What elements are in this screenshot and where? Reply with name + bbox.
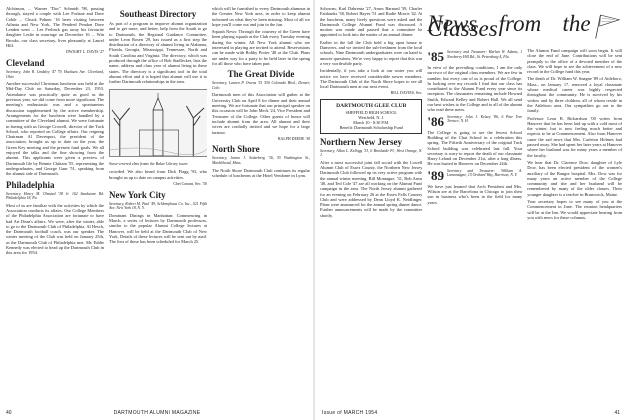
class-header	[427, 50, 522, 63]
class-notes-body: The College is going to see the fewest School Building of the Chat School in a celebration this spring. The Fiftieth Anniversary of the original Tuck School building was celebrated last fall. Your secretary is sorry to report the death of our classmate Harry Leland on December 21st, after a long illness. He was buried in Hanover on December 24th.	[427, 129, 523, 167]
class-year: '86	[427, 114, 445, 128]
section-body: Another successful Christmas luncheon was held at the Mid-Day Club on Saturday, December 23, 1953. Attendance was practically quite as good as the previous year, we did come from more significant. The meeting's enthusiastic was and a spontaneous discussion supplemented by the active membership. Arrangements for the luncheon were handled by a committee of the Cleveland alumni. We were fortunate in having with us George Crowell, director of the Tuck School, who reported on College affairs. Our reigning Chairman Al Davenport, the president of the association, brought us up to date on the year, the Green Key meeting and the present fund goals. We all enjoyed the talks and the fine showing from the alumni. This applicants were given a preview of Dartmouth life by Rennie Chittam '55, representing the undergraduates, and George Gaur '51, speaking from the alumni side of Dartmouth.	[6, 81, 104, 177]
section-heading-cleveland: Cleveland	[6, 57, 45, 68]
class-notes-subcolumn	[427, 48, 522, 222]
sketch-caption: Snow-covered elms frame the Baker Library tower.	[109, 161, 189, 166]
class-header	[427, 115, 522, 128]
section-secretary: Secretary, Lauren P. Owens '51 550 Colorado Blvd., Denver, Colo.	[212, 81, 310, 90]
section-heading-northern-new-jersey: Northern New Jersey	[320, 136, 402, 147]
right-column-2	[427, 6, 622, 404]
paragraph: Incidentally, if you take a look at our roster you will notice we have received considerable newer members. The Dartmouth Club of the North Shore hopes to see all local Dartmouth men at our next event.	[320, 68, 423, 90]
section-secretary: Secretary, Henry M. Olmsted '38 Jr. 162 Sandstone Rd. Philadelphia 18, Pa.	[6, 191, 104, 201]
intro-paragraph: Schowns, Karl Dabrentz '27, Amos Barnard '39, Charles Fairbanks '38, Robert Hayes '51 and Rudie Morris '42. At the luncheon, many lively questions were asked and the Dartmouth College Alumni Fund was discussed. A motion was made and passed that a committee be appointed to look into the matter of an annual dinner.	[320, 6, 423, 38]
class-notes-body: In view of the prevailing conditions, I am the only survivor of the original class members. We are few in number, but every one of us is proud of the College. In looking over my records I find that our class has contributed to the Alumni Fund every year since its inception. The classmates remaining include Howard Smith, Edward Kelley and Robert Hall. We all send our best wishes to the College and to all of the alumni who read these notes.	[427, 65, 523, 113]
right-column-1	[320, 6, 422, 404]
page-footer-right: Issue of MARCH 1954	[322, 410, 378, 416]
class-notes-body: We have just learned that Arch President and Mrs. Wilson are at the Barcelona in Chicago to join their son in business who's been in the field for many years.	[427, 183, 523, 205]
paragraph: The Alumni Fund campaign will soon begin. It will close the end of June. Contributions will be sent promptly to the office of a devoted member of the class. We will hope to see the achievement of a new record in the College fund this year.	[527, 48, 622, 75]
intro-paragraph: Alchinson, ... Warner "Doc" Schmidt '98, passing through, stayed a couple with Lee Forlane and Dave Coble ... Chuck Palmer '16 been visiting between Atlanta and New York. The Pendred Pendon Dave Lenden went ... Les Frelinck gas away his favourite daughter Leslie in marriage on December 16 ... Win Brooks, our class secretary, lives pleasantly at Laurel Hill.	[6, 6, 104, 49]
announcement-line: Benefit: Dartmouth Scholarship Fund	[339, 124, 403, 130]
signature: BILL DAVIES, Sec.	[390, 91, 423, 96]
page-gutter	[313, 0, 315, 420]
glee-club-announcement-box	[320, 99, 422, 134]
page-number-right: 41	[614, 410, 620, 416]
paragraph: Your secretary hopes to see many of you at the Commencement in June. The reunion headquarters will be at the Inn. We would appreciate hearing from you with news for these columns.	[527, 199, 622, 220]
announcement-line: SHEFFIELD HIGH SCHOOL	[345, 109, 397, 115]
section-secretary: Secretary, Allan L. Kellogg '33, 6 Brookside Pl., West Orange, N. J.	[320, 148, 423, 158]
intro-paragraph: which will be furnished to every Dartmouth alumnus in the Greater New York area, in order to keep alumni informed on what they've been missing. Most of all we hope you'll come out and join in the fun.	[212, 6, 310, 27]
pennant-decoration-icon	[591, 8, 622, 44]
right-page-columns	[320, 6, 622, 404]
class-notes-subcolumn	[527, 48, 622, 222]
paragraph: We hear that Dr. Clarence Dow, daughter of Lyle Dow, has been elected president of the women's auxiliary of the Bangor hospital. Mrs. Dow was for many years an active member of the College community and she and her husband will be remembered by many of the older classes. Their younger daughter is a teacher in Brunswick, Maine.	[527, 159, 622, 197]
section-body: Dartmouth men of this Association will gather at the University Club on April 8 for dinner and their annual meeting. We are fortunate that our principal speaker on this occasion will be John Meck '24, Vice President and Treasurer of the College. Other guests of honor will include alumni from the area. All alumni and their wives are cordially invited and we hope for a large turnout.	[212, 92, 310, 135]
page-footer-left: DARTMOUTH ALUMNI MAGAZINE	[113, 410, 201, 416]
section-heading-north-shore: North Shore	[212, 144, 260, 155]
paragraph: Earlier in the fall the Club held a big open house in Dansvers, and we invited the sub-freshmen from the local schools. Nine Dartmouth undergraduates were on hand to answer questions. We're very happy to report that this was a very worthwhile party.	[320, 39, 423, 66]
closing-paragraph: crowded. We also heard from Dick Flagg '93, who brought us up to date on campus activities.	[109, 169, 207, 180]
announcement-line: Westfield, N. J.	[358, 114, 385, 120]
class-header	[427, 169, 522, 182]
announcement-line: March 10 - 8:30 P.M.	[353, 119, 390, 125]
section-body: As part of a program to improve alumni organization and to get more, and better, help from the South to go to Dartmouth, the Regional Guidance Committee, under Leon Rosen '29, has issued as a first step the distribution of a directory of alumni living in Alabama, Florida, Georgia, Mississippi, Tennessee, North and South Carolina and Virginia. The directory, which was produced through the office of Bob Stadlecker, lists the name, address and class year of alumni living in these states. The directory is a significant tool in the total alumni effort and it is hoped that alumni will use it to further Dartmouth relationships in the area.	[109, 21, 207, 85]
section-secretary: Secretary, Robert M. Paul '49, Schlemphaus Co. Inc., 521 Fifth Ave. New York 18, N. Y.	[109, 201, 207, 211]
left-page-columns	[6, 6, 310, 404]
class-secretary: Secretary and Treasurer: Harlan W. Adams, 1 Newberry Hill Rd., St. Petersburg 4, Fla.	[447, 50, 523, 59]
class-year: '85	[427, 50, 445, 63]
paragraph: Professor Leon B. Richardson '00 writes from Hanover that he has been laid up with a cold most of the winter, but is now feeling much better and expects to be at Commencement. Also from Hanover came the sad news that Mrs. Carleton Holmes had passed away. She had spent her later years at Hanover where her husband was for many years a member of the faculty.	[527, 115, 622, 158]
section-heading-great-divide: The Great Divide	[227, 69, 295, 80]
right-page	[316, 0, 628, 420]
section-body: Dominant Dinings in Manhattan: Commencing in March, a series of lectures by Dartmouth professors, similar to the popular Alumni College lectures at Hanover, will be held at the Dartmouth Club of New York. Details of these lectures will be sent out by mail. The first of these has been scheduled for March 25.	[109, 212, 207, 245]
section-heading-philadelphia: Philadelphia	[6, 179, 55, 190]
left-column-2	[109, 6, 207, 404]
announcement-title: DARTMOUTH GLEE CLUB	[336, 103, 407, 110]
campus-sketch-illustration	[109, 89, 207, 157]
section-heading-southeast-directory: Southeast Directory	[119, 9, 197, 19]
class-secretary: Secretary: John J. Kelsey '86, 6 Pine Tree Terrace, N. H.	[447, 114, 523, 124]
signature: RALPH DEEDE '38	[277, 136, 310, 141]
section-body: The North Shore Dartmouth Club continues its regular schedule of luncheons at the Hotel Vendome in Lynn.	[212, 167, 310, 178]
section-body: After a most successful joint fall social with the Lowell Alumni Club of Essex County, the Northern New Jersey Dartmouth Club followed up its very active program with the annual winter meeting. Bill Montague, '31, Bob Arms '40, and Ted Cole '47 are all working on the Alumni Fund campaign in the area. The North Jersey alumni gathered for an evening on February 26 at the Essex Fells Country Club and were addressed by Dean Lloyd K. Neidlinger. Plans were announced for the annual spring dinner dance. Further announcements will be made by the committee shortly.	[320, 159, 423, 218]
left-column-3	[212, 6, 310, 404]
class-year: '89	[427, 168, 445, 182]
section-body: Squash News: Through the courtesy of the Green have been playing squash at the Club every Tuesday evening during the winter. All New York alumni who are interested in playing are invited to attend. Reservations can be made with Robby Porter '48 at the Club. Plans are under way for a party to be held later in the spring for all those who have taken part.	[212, 29, 310, 66]
section-heading-new-york-city: New York City	[109, 189, 166, 200]
masthead-title: News from the Classes	[427, 10, 591, 41]
masthead	[427, 6, 622, 46]
section-body: Most of us are familiar with the activities by which the Association conducts its affairs. Our College Members of the Philadelphia Association are fortunate to have had Art Dean's affairs. We were, after the winter, able to go to the Dartmouth Club of Philadelphia. Al Hesch, the Dartmouth football coach, was our speaker. The winter meeting of the Club was held on January 25th, as the Dartmouth Club of Philadelphia met. Mr. Eddie Kennedy was elected to head up the Dartmouth Club in this area for 1954.	[6, 202, 104, 256]
paragraph: The death of Dr. William W. Snagne '89 of Attleboro, Mass., on January 17, removed a loyal classmate whose medical career was highly respected throughout the community. He is survived by his widow and by three children, all of whom reside in the Attleboro area. Our sympathies go out to the family.	[527, 76, 622, 114]
signature: Chet Conant, Sec. '50	[173, 182, 207, 187]
section-secretary: Secretary, John R. Lindsley '47 79, Hacksaw Ave. Cleveland, Ohio	[6, 69, 104, 79]
signature: DWIGHT L. DAVIS '27	[66, 50, 104, 55]
left-column-1	[6, 6, 104, 404]
page-number-left: 40	[6, 410, 12, 416]
class-secretary: Secretary and Treasurer: William A. Lamontagne, 15 Orchard Way, Harrison, N. Y.	[447, 168, 523, 178]
section-secretary: Secretary, James J. Soderberg '36, 55 Washington St., Marblehead, Mass.	[212, 156, 310, 166]
